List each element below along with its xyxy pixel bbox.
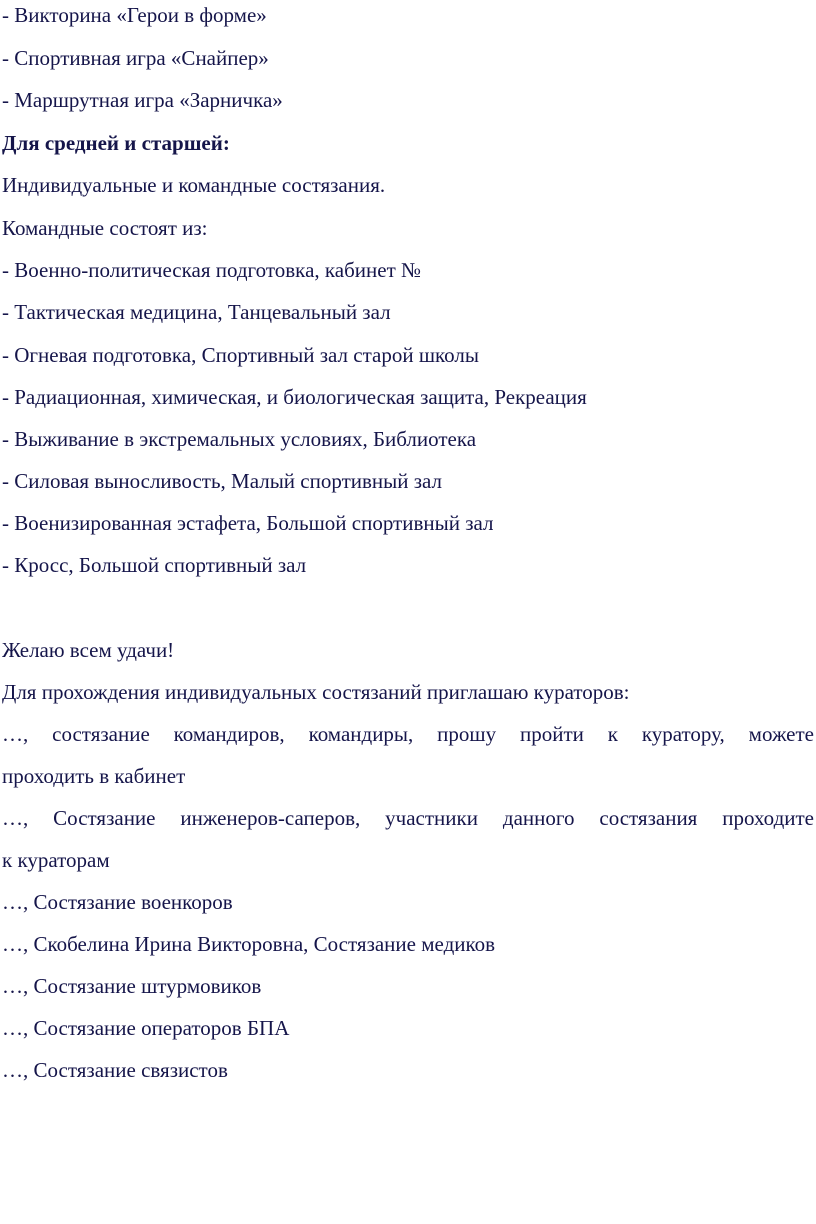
list-item-political: - Военно-политическая подготовка, кабинет № xyxy=(2,258,422,282)
list-item-cross: - Кросс, Большой спортивный зал xyxy=(2,553,307,577)
list-item-survival: - Выживание в экстремальных условиях, Библиотека xyxy=(2,427,477,451)
paragraph-commanders: …, состязание командиров, командиры, прошу пройти к куратору, можете xyxy=(2,722,814,746)
section-heading: Для средней и старшей: xyxy=(2,131,230,155)
paragraph-commanders-cont: проходить в кабинет xyxy=(2,764,186,788)
list-item-war-correspondents: …, Состязание военкоров xyxy=(2,890,233,914)
paragraph-engineers: …, Состязание инженеров-саперов, участники данного состязания проходите xyxy=(2,806,814,830)
list-item-rchb-defense: - Радиационная, химическая, и биологическая защита, Рекреация xyxy=(2,385,587,409)
list-item-medicine: - Тактическая медицина, Танцевальный зал xyxy=(2,300,391,324)
list-item-sniper: - Спортивная игра «Снайпер» xyxy=(2,46,269,70)
list-item-medics: …, Скобелина Ирина Викторовна, Состязание медиков xyxy=(2,932,496,956)
list-item-relay: - Военизированная эстафета, Большой спортивный зал xyxy=(2,511,494,535)
paragraph-competitions: Индивидуальные и командные состязания. xyxy=(2,173,386,197)
list-item-signalmen: …, Состязание связистов xyxy=(2,1058,228,1082)
list-item-quiz: - Викторина «Герои в форме» xyxy=(2,3,267,27)
paragraph-team-intro: Командные состоят из: xyxy=(2,216,208,240)
list-item-fire-training: - Огневая подготовка, Спортивный зал старой школы xyxy=(2,343,479,367)
list-item-endurance: - Силовая выносливость, Малый спортивный зал xyxy=(2,469,443,493)
list-item-zarnichka: - Маршрутная игра «Зарничка» xyxy=(2,88,283,112)
paragraph-curators-intro: Для прохождения индивидуальных состязаний приглашаю кураторов: xyxy=(2,680,630,704)
paragraph-good-luck: Желаю всем удачи! xyxy=(2,638,175,662)
list-item-uav-operators: …, Состязание операторов БПА xyxy=(2,1016,290,1040)
paragraph-engineers-cont: к кураторам xyxy=(2,848,110,872)
list-item-stormtroopers: …, Состязание штурмовиков xyxy=(2,974,262,998)
